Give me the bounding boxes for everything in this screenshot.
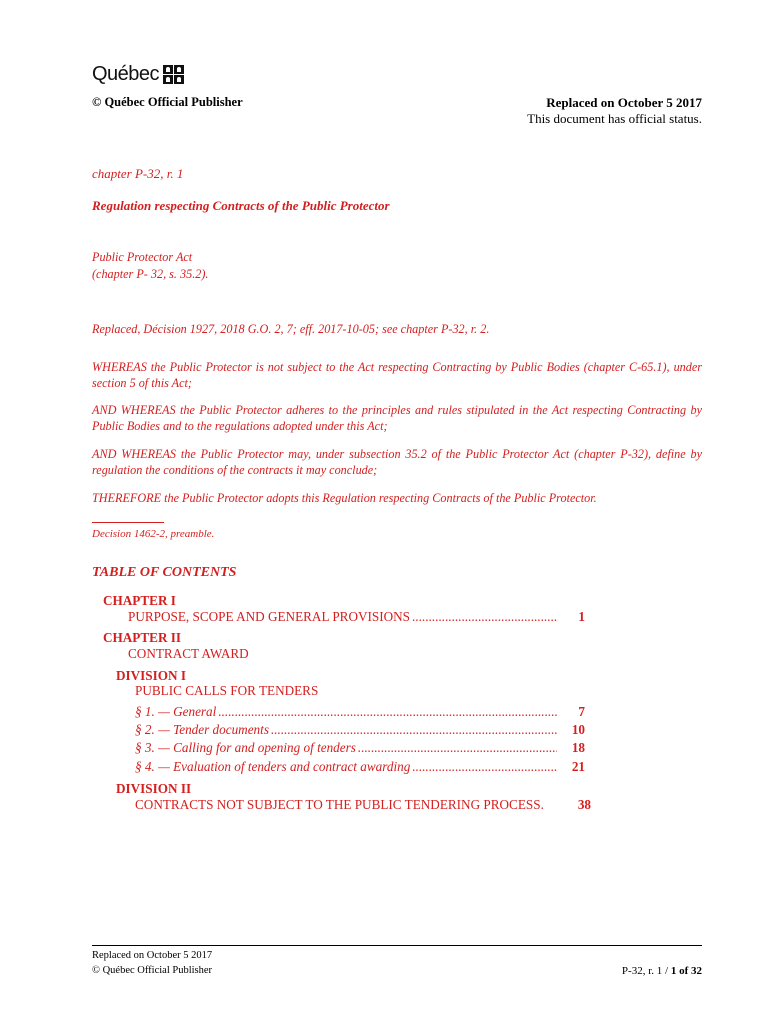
toc-division-1-title[interactable]: PUBLIC CALLS FOR TENDERS	[135, 683, 319, 698]
toc-chapter-1-label: CHAPTER I	[103, 593, 176, 608]
footer-page-indicator	[622, 965, 702, 977]
toc-entry-title: § 1. — General	[135, 704, 217, 719]
toc-entry-title: CONTRACTS NOT SUBJECT TO THE PUBLIC TENDERING PROCESS.	[135, 797, 544, 812]
toc-page-number: 7	[578, 704, 585, 719]
toc-division-1-label: DIVISION I	[116, 668, 186, 683]
whereas-paragraph-1: WHEREAS the Public Protector is not subject to the Act respecting Contracting by Public Bodies (chapter C-65.1), under section 5 of this Act;	[92, 360, 702, 390]
toc-section-3-link[interactable]	[135, 740, 585, 756]
toc-entry-title: PURPOSE, SCOPE AND GENERAL PROVISIONS	[128, 609, 410, 624]
toc-section-4-link[interactable]	[135, 759, 585, 775]
whereas-paragraph-3: AND WHEREAS the Public Protector may, under subsection 35.2 of the Public Protector Act (chapter P-32), define by regulation the conditions of the contracts it may conclude;	[92, 447, 702, 477]
toc-section-2-link[interactable]	[135, 722, 585, 738]
toc-page-number: 38	[577, 797, 591, 812]
toc-chapter-2-label: CHAPTER II	[103, 630, 182, 645]
toc-page-number: 10	[571, 722, 585, 737]
toc-entry-title: § 4. — Evaluation of tenders and contract awarding	[135, 759, 411, 774]
toc-entry-title: § 2. — Tender documents	[135, 722, 269, 737]
toc-page-number: 18	[571, 740, 585, 755]
toc-division-2-link[interactable]	[135, 797, 591, 813]
act-reference: (chapter P- 32, s. 35.2).	[92, 267, 209, 281]
replaced-note: Replaced, Décision 1927, 2018 G.O. 2, 7; eff. 2017-10-05; see chapter P-32, r. 2.	[92, 322, 490, 336]
quebec-logo	[92, 62, 184, 86]
footer-page-count: 1 of 32	[670, 965, 702, 977]
toc-leader-dots	[218, 704, 557, 720]
toc-chapter-1-link[interactable]	[128, 609, 585, 625]
replaced-date: Replaced on October 5 2017	[546, 95, 702, 110]
act-name: Public Protector Act	[92, 250, 193, 264]
fleur-de-lis-flag-icon	[163, 65, 184, 84]
toc-leader-dots	[271, 722, 557, 738]
toc-leader-dots	[358, 740, 557, 756]
publisher-label: © Québec Official Publisher	[92, 95, 243, 109]
toc-chapter-2-title[interactable]: CONTRACT AWARD	[128, 646, 249, 661]
toc-title: TABLE OF CONTENTS	[92, 565, 237, 580]
footer-publisher: © Québec Official Publisher	[92, 965, 213, 976]
toc-section-1-link[interactable]	[135, 704, 585, 720]
footer-divider	[92, 945, 702, 946]
footer-replaced-date: Replaced on October 5 2017	[92, 950, 213, 961]
whereas-paragraph-2: AND WHEREAS the Public Protector adheres to the principles and rules stipulated in the Act respecting Contracting by Public Bodies and to the regulations adopted under this Act;	[92, 403, 702, 433]
toc-leader-dots	[412, 609, 557, 625]
decision-note: Decision 1462-2, preamble.	[92, 528, 215, 540]
regulation-title: Regulation respecting Contracts of the Public Protector	[92, 198, 390, 213]
official-status: This document has official status.	[527, 111, 702, 126]
logo-wordmark: Québec	[92, 62, 160, 85]
chapter-reference: chapter P-32, r. 1	[92, 166, 184, 181]
footer-page-prefix: P-32, r. 1 /	[621, 965, 671, 977]
toc-division-2-label: DIVISION II	[116, 781, 192, 796]
therefore-paragraph: THEREFORE the Public Protector adopts this Regulation respecting Contracts of the Public Protector.	[92, 491, 597, 505]
toc-page-number: 21	[571, 759, 585, 774]
toc-entry-title: § 3. — Calling for and opening of tenders	[135, 740, 356, 755]
toc-leader-dots	[412, 759, 557, 775]
note-divider	[92, 522, 164, 523]
toc-page-number: 1	[578, 609, 585, 624]
